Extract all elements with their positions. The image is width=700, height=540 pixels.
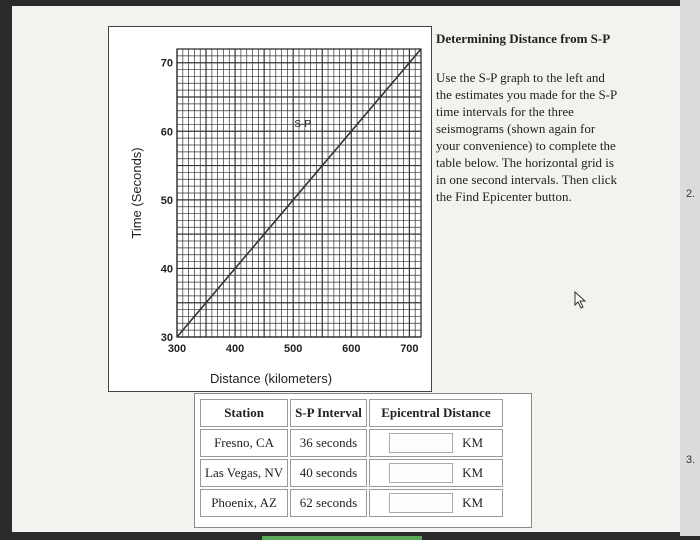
station-name: Phoenix, AZ [200, 489, 288, 517]
x-tick-label: 500 [284, 343, 303, 355]
sp-interval-value: 40 seconds [290, 459, 367, 487]
panel-instructions: Use the S-P graph to the left and the estimates you made for the S-P time intervals for the three seismograms (shown again for your convenience) to complete the table below. The horizontal grid is in one second intervals. Then click the Find Epicenter button. [436, 70, 617, 204]
station-name: Las Vegas, NV [200, 459, 288, 487]
table-row [200, 459, 503, 487]
header-epicentral-distance: Epicentral Distance [369, 399, 503, 427]
distance-cell [369, 489, 503, 517]
side-number: 3. [686, 454, 696, 466]
distance-input[interactable] [389, 463, 453, 483]
y-tick-label: 40 [160, 263, 173, 276]
table-row [200, 489, 503, 517]
km-unit: KM [462, 464, 484, 480]
y-axis-label: Time (Seconds) [129, 147, 144, 239]
mouse-pointer-icon [574, 291, 588, 309]
table-header-row [200, 399, 503, 427]
distance-input[interactable] [389, 493, 453, 513]
y-tick-label: 50 [160, 194, 173, 207]
y-tick-label: 30 [160, 332, 173, 344]
epicenter-table-panel [194, 393, 532, 528]
distance-input[interactable] [389, 433, 453, 453]
progress-accent-bar [262, 536, 422, 540]
y-tick-label: 60 [160, 126, 173, 139]
series-label: S-P [294, 119, 312, 131]
epicenter-table [198, 397, 505, 519]
table-row [200, 429, 503, 457]
x-tick-label: 600 [342, 343, 361, 355]
km-unit: KM [462, 494, 484, 510]
instruction-panel [436, 30, 618, 205]
header-sp-interval: S-P Interval [290, 399, 367, 427]
x-tick-label: 400 [225, 343, 245, 355]
side-strip [680, 0, 700, 536]
sp-graph-panel [108, 26, 432, 392]
x-tick-label: 300 [167, 343, 187, 355]
sp-interval-value: 62 seconds [290, 489, 367, 517]
y-tick-label: 70 [160, 57, 173, 70]
side-number: 2. [686, 188, 696, 200]
distance-cell [369, 429, 503, 457]
panel-title: Determining Distance from S-P [436, 31, 611, 46]
x-tick-label: 700 [400, 343, 419, 355]
sp-interval-value: 36 seconds [290, 429, 367, 457]
header-station: Station [200, 399, 288, 427]
x-axis-label: Distance (kilometers) [210, 371, 333, 386]
km-unit: KM [462, 434, 484, 450]
screen [12, 6, 680, 532]
sp-chart [109, 27, 431, 391]
distance-cell [369, 459, 503, 487]
station-name: Fresno, CA [200, 429, 288, 457]
